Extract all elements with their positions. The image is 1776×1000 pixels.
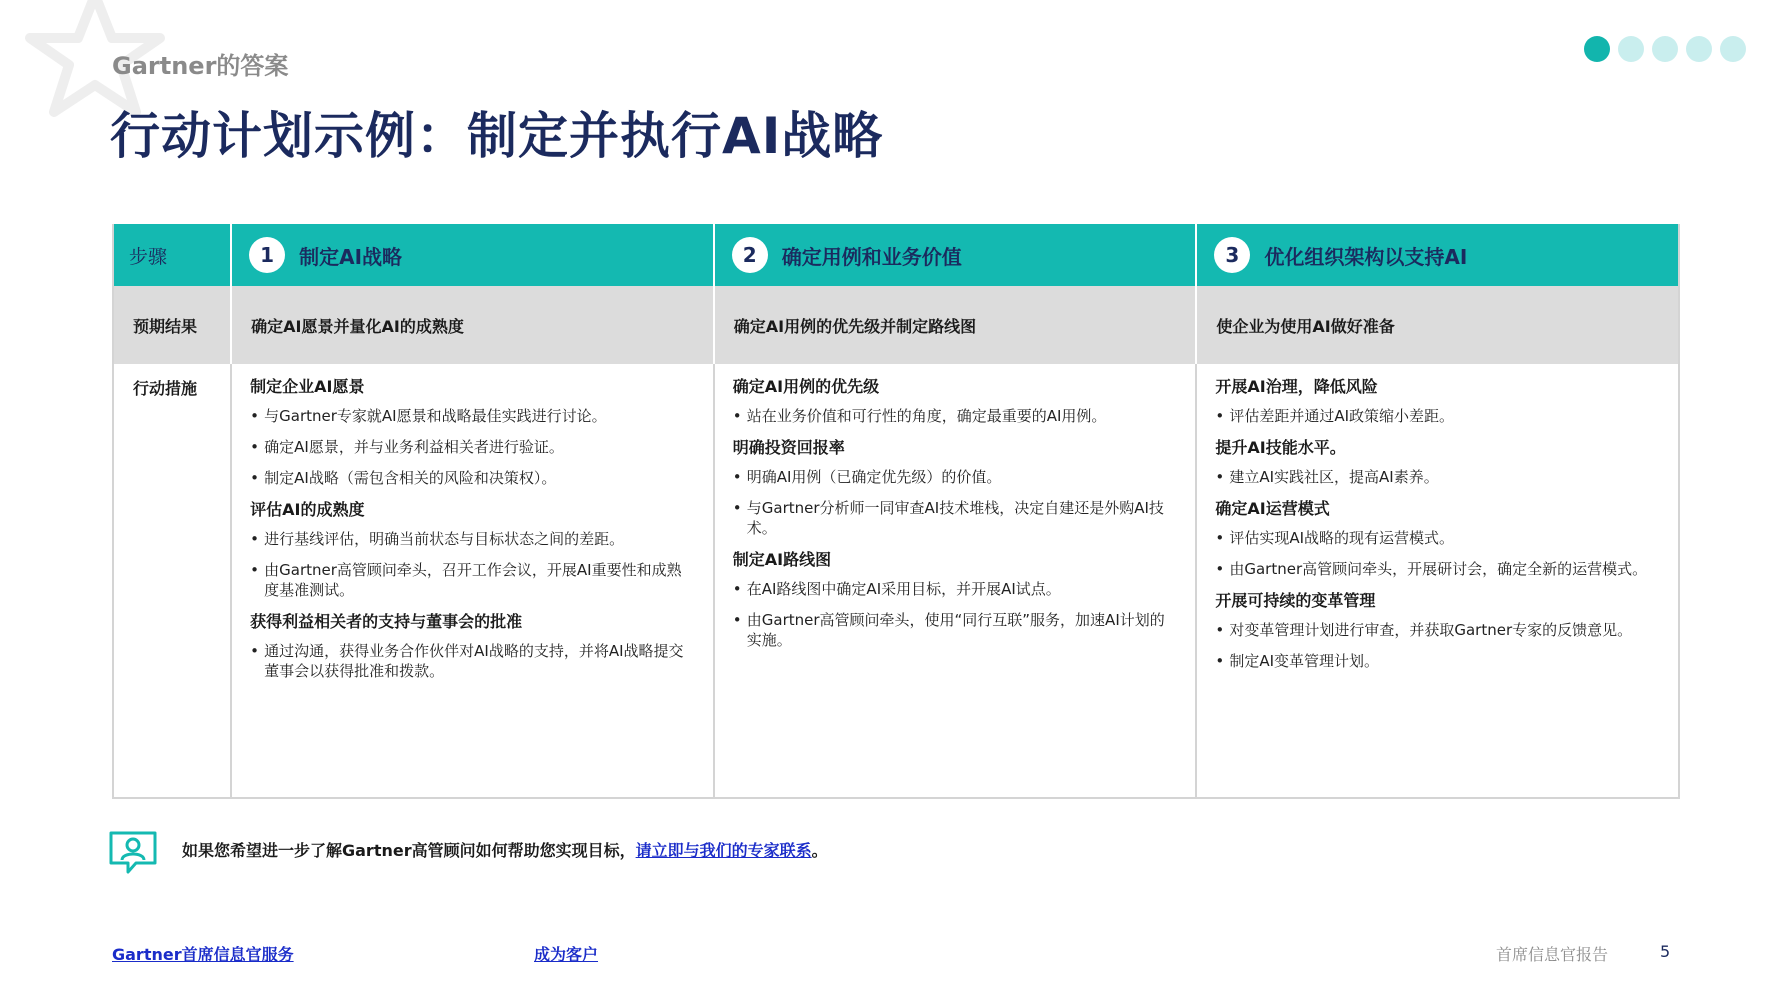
action-group-heading: 制定AI路线图 — [732, 550, 832, 569]
page-dot-5[interactable] — [1720, 36, 1746, 62]
report-name: 首席信息官报告 — [1496, 945, 1609, 964]
expected-row-label-cell — [113, 286, 231, 364]
action-group-heading: 开展AI治理，降低风险 — [1215, 377, 1378, 396]
cio-services-link[interactable]: Gartner首席信息官服务 — [112, 945, 294, 964]
step-number-badge: 3 — [1214, 237, 1250, 273]
steps-row-label: 步骤 — [129, 245, 168, 268]
action-group-heading: 明确投资回报率 — [732, 438, 845, 457]
action-item: • 由Gartner高管顾问牵头，开展研讨会，确定全新的运营模式。 — [1215, 559, 1660, 579]
action-list — [250, 529, 695, 600]
action-item: • 由Gartner高管顾问牵头，召开工作会议，开展AI重要性和成熟度基准测试。 — [250, 560, 695, 600]
expected-cell-1 — [231, 286, 714, 364]
action-item: • 制定AI战略（需包含相关的风险和决策权）。 — [250, 468, 695, 488]
action-list — [1215, 467, 1660, 487]
expected-cell-2 — [714, 286, 1197, 364]
action-item: • 评估实现AI战略的现有运营模式。 — [1215, 528, 1660, 548]
page-dot-3[interactable] — [1652, 36, 1678, 62]
actions-row-label: 行动措施 — [133, 379, 198, 398]
actions-cell-1 — [231, 364, 714, 798]
action-group-heading: 制定企业AI愿景 — [250, 377, 365, 396]
action-item: • 在AI路线图中确定AI采用目标，并开展AI试点。 — [733, 579, 1178, 599]
action-group-heading: 开展可持续的变革管理 — [1215, 591, 1376, 610]
step-number-badge: 2 — [732, 237, 768, 273]
action-item: • 由Gartner高管顾问牵头，使用“同行互联”服务，加速AI计划的实施。 — [733, 610, 1178, 650]
expected-cell-3 — [1196, 286, 1679, 364]
expert-contact-icon — [108, 830, 158, 876]
step-title: 优化组织架构以支持AI — [1264, 244, 1468, 269]
action-group-heading: 确定AI运营模式 — [1215, 499, 1330, 518]
page-dot-1[interactable] — [1584, 36, 1610, 62]
action-item: • 通过沟通，获得业务合作伙伴对AI战略的支持，并将AI战略提交董事会以获得批准和拨款。 — [250, 641, 695, 681]
action-item: • 与Gartner专家就AI愿景和战略最佳实践进行讨论。 — [250, 406, 695, 426]
step-header-2 — [714, 224, 1197, 286]
action-group-heading: 提升AI技能水平。 — [1215, 438, 1346, 457]
actions-cell-2 — [714, 364, 1197, 798]
page-indicator — [1584, 36, 1746, 62]
step-header-3 — [1196, 224, 1679, 286]
action-list — [1215, 406, 1660, 426]
contact-text: 如果您希望进一步了解Gartner高管顾问如何帮助您实现目标， — [182, 841, 636, 860]
expected-text: 确定AI愿景并量化AI的成熟度 — [251, 316, 464, 336]
action-list — [733, 579, 1178, 650]
action-plan-table — [112, 224, 1680, 799]
step-header-1 — [231, 224, 714, 286]
action-item: • 对变革管理计划进行审查，并获取Gartner专家的反馈意见。 — [1215, 620, 1660, 640]
contact-message — [182, 838, 828, 861]
action-item: • 评估差距并通过AI政策缩小差距。 — [1215, 406, 1660, 426]
action-item: • 确定AI愿景，并与业务利益相关者进行验证。 — [250, 437, 695, 457]
action-list — [1215, 528, 1660, 579]
contact-expert-link[interactable]: 请立即与我们的专家联系 — [635, 841, 812, 860]
steps-row — [113, 224, 1679, 286]
action-item: • 与Gartner分析师一同审查AI技术堆栈，决定自建还是外购AI技术。 — [733, 498, 1178, 538]
step-title: 确定用例和业务价值 — [781, 244, 962, 269]
actions-row-label-cell — [113, 364, 231, 798]
expected-row-label: 预期结果 — [133, 316, 198, 336]
action-group-heading: 获得利益相关者的支持与董事会的批准 — [250, 612, 523, 631]
actions-row — [113, 364, 1679, 798]
action-list — [1215, 620, 1660, 671]
action-item: • 制定AI变革管理计划。 — [1215, 651, 1660, 671]
actions-cell-3 — [1196, 364, 1679, 798]
action-list — [250, 406, 695, 488]
expected-text: 确定AI用例的优先级并制定路线图 — [733, 316, 977, 336]
action-group-heading: 确定AI用例的优先级 — [732, 377, 880, 396]
page-number: 5 — [1660, 942, 1671, 961]
action-item: • 进行基线评估，明确当前状态与目标状态之间的差距。 — [250, 529, 695, 549]
action-list — [733, 406, 1178, 426]
action-list — [733, 467, 1178, 538]
step-number-badge: 1 — [249, 237, 285, 273]
page-title: 行动计划示例：制定并执行AI战略 — [110, 107, 884, 165]
action-list — [250, 641, 695, 681]
action-item: • 建立AI实践社区，提高AI素养。 — [1215, 467, 1660, 487]
step-title: 制定AI战略 — [299, 244, 403, 269]
contact-suffix: 。 — [811, 841, 828, 860]
action-item: • 站在业务价值和可行性的角度，确定最重要的AI用例。 — [733, 406, 1178, 426]
page-dot-4[interactable] — [1686, 36, 1712, 62]
become-client-link[interactable]: 成为客户 — [534, 945, 599, 964]
action-group-heading: 评估AI的成熟度 — [250, 500, 365, 519]
action-item: • 明确AI用例（已确定优先级）的价值。 — [733, 467, 1178, 487]
steps-row-label-cell — [113, 224, 231, 286]
section-kicker: Gartner的答案 — [112, 52, 289, 80]
page-dot-2[interactable] — [1618, 36, 1644, 62]
expected-row — [113, 286, 1679, 364]
expected-text: 使企业为使用AI做好准备 — [1216, 316, 1395, 336]
